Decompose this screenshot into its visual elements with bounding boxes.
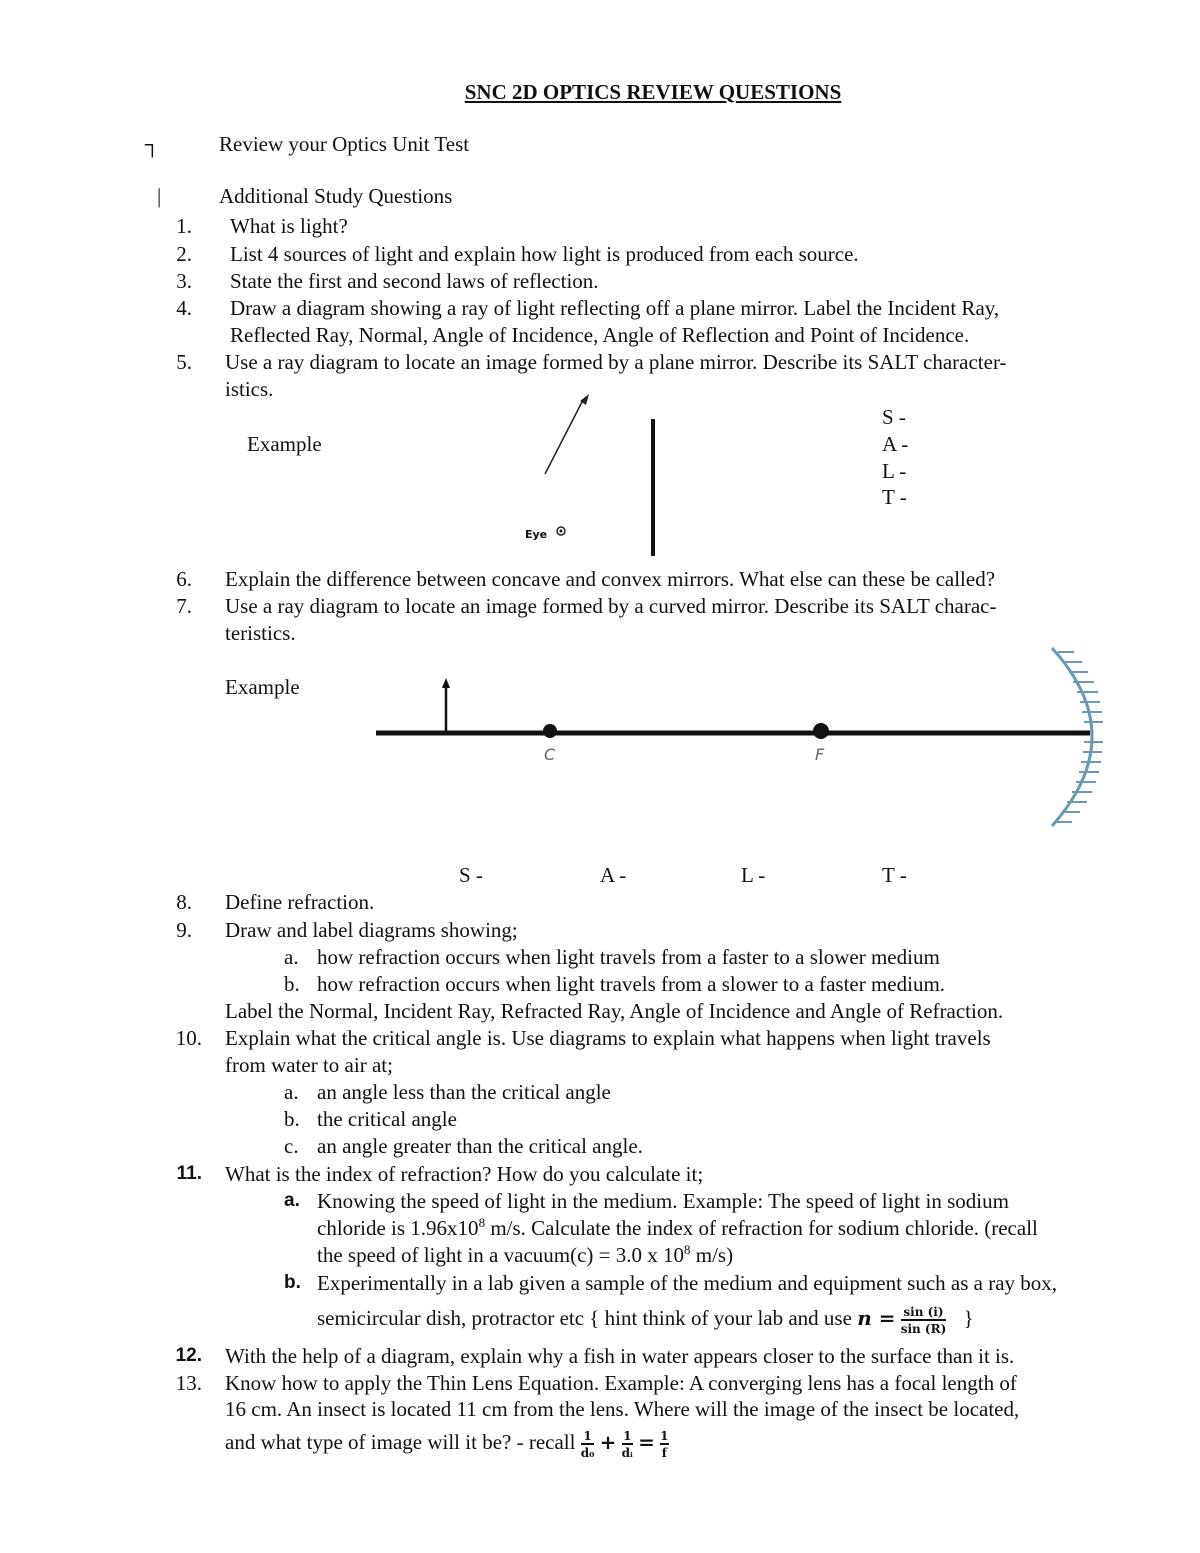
- question-text: from water to air at;: [225, 1053, 393, 1077]
- sub-letter: a.: [284, 945, 299, 969]
- salt-l: L -: [882, 459, 907, 483]
- question-text: Explain the difference between concave and convex mirrors. What else can these be called?: [225, 567, 996, 591]
- salt-s: S -: [882, 405, 906, 429]
- focal-point: [813, 723, 829, 739]
- concave-mirror: [1052, 648, 1092, 826]
- lens-fraction: $\frac{1}{\text{dᵢ}}$: [621, 1428, 633, 1460]
- sub-letter: b.: [284, 1107, 300, 1131]
- question-text: Draw and label diagrams showing;: [225, 918, 518, 942]
- question-text: Use a ray diagram to locate an image formed by a curved mirror. Describe its SALT charac-: [225, 594, 997, 618]
- question-number: 4.: [176, 296, 192, 320]
- question-text: Explain what the critical angle is. Use diagrams to explain what happens when light travels: [225, 1026, 991, 1050]
- question-number: 12.: [175, 1345, 202, 1366]
- question-text: Use a ray diagram to locate an image formed by a plane mirror. Describe its SALT character-: [225, 350, 1007, 374]
- question-number: 1.: [176, 214, 192, 238]
- section-additional: Additional Study Questions: [219, 184, 453, 208]
- eye-label: Eye: [525, 528, 548, 541]
- question-number: 3.: [176, 269, 192, 293]
- sub-letter: c.: [284, 1134, 299, 1158]
- object-arrow: [545, 400, 583, 474]
- plane-mirror-diagram: [545, 394, 653, 556]
- salt-t: T -: [882, 485, 907, 509]
- question-number: 2.: [176, 242, 192, 266]
- question-number: 13.: [175, 1371, 202, 1395]
- object-arrow-head: [442, 678, 450, 688]
- question-number: 11.: [176, 1163, 202, 1184]
- example-label: Example: [247, 432, 322, 456]
- sub-text: an angle less than the critical angle: [317, 1080, 611, 1104]
- question-text: and what type of image will it be? - recall $\frac{1}{\text{d₀}}$ + $\frac{1}{\text{dᵢ}}$ = $\frac{1}{f}$: [225, 1428, 669, 1460]
- example-label: Example: [225, 675, 300, 699]
- question-text: Know how to apply the Thin Lens Equation. Example: A converging lens has a focal length of: [225, 1371, 1017, 1395]
- question-text: What is the index of refraction? How do you calculate it;: [225, 1162, 704, 1186]
- sub-text: how refraction occurs when light travels from a slower to a faster medium.: [317, 972, 946, 996]
- question-number: 8.: [176, 890, 192, 914]
- sub-letter: a.: [284, 1190, 300, 1211]
- snell-fraction: $\frac{\sin (i)}{\sin (R)}$: [900, 1304, 947, 1336]
- curved-mirror-diagram: [376, 648, 1103, 826]
- sub-letter: a.: [284, 1080, 299, 1104]
- question-number: 5.: [176, 350, 192, 374]
- page-title: SNC 2D OPTICS REVIEW QUESTIONS: [464, 80, 842, 104]
- question-text: teristics.: [225, 621, 296, 645]
- section-bullet-icon: ┐: [145, 132, 160, 156]
- sub-letter: b.: [284, 1272, 301, 1293]
- sub-text: Experimentally in a lab given a sample of the medium and equipment such as a ray box,: [317, 1271, 1058, 1295]
- sub-text: the speed of light in a vacuum(c) = 3.0 x $10^8$ m/s): [317, 1242, 734, 1267]
- question-number: 9.: [176, 918, 192, 942]
- salt-s: S -: [459, 863, 483, 887]
- question-text: List 4 sources of light and explain how light is produced from each source.: [230, 242, 859, 266]
- salt-a: A -: [600, 863, 627, 887]
- question-text: With the help of a diagram, explain why a fish in water appears closer to the surface than it is.: [225, 1344, 1015, 1368]
- sub-text: an angle greater than the critical angle.: [317, 1134, 643, 1158]
- question-text: Reflected Ray, Normal, Angle of Incidence, Angle of Reflection and Point of Incidence.: [230, 323, 970, 347]
- sub-text: how refraction occurs when light travels from a faster to a slower medium: [317, 945, 940, 969]
- center-point: [543, 724, 557, 738]
- section-bullet-icon: |: [157, 184, 162, 208]
- sub-text: semicircular dish, protractor etc { hint think of your lab and use n = $\frac{\sin (i)}{\sin (R)}$ }: [317, 1304, 974, 1336]
- question-number: 10.: [175, 1026, 202, 1050]
- question-text: What is light?: [230, 214, 348, 238]
- question-number: 7.: [176, 594, 192, 618]
- sub-text: chloride is $1.96x10^8$ m/s. Calculate the index of refraction for sodium chloride. (recall: [317, 1215, 1038, 1240]
- question-text: Draw a diagram showing a ray of light reflecting off a plane mirror. Label the Incident Ray,: [230, 296, 1000, 320]
- sub-text: the critical angle: [317, 1107, 457, 1131]
- question-text: Label the Normal, Incident Ray, Refracted Ray, Angle of Incidence and Angle of Refraction.: [225, 999, 1004, 1023]
- lens-fraction: $\frac{1}{f}$: [660, 1428, 669, 1460]
- question-text: State the first and second laws of reflection.: [230, 269, 599, 293]
- formula-lhs: n =: [857, 1306, 896, 1330]
- section-review: Review your Optics Unit Test: [219, 132, 470, 156]
- mirror-hatching: [1056, 652, 1103, 822]
- salt-t: T -: [882, 863, 907, 887]
- sub-text: Knowing the speed of light in the medium. Example: The speed of light in sodium: [317, 1189, 1009, 1213]
- salt-a: A -: [882, 432, 909, 456]
- center-label: C: [544, 745, 556, 764]
- question-number: 6.: [176, 567, 192, 591]
- sub-letter: b.: [284, 972, 300, 996]
- question-text: 16 cm. An insect is located 11 cm from the lens. Where will the image of the insect be located,: [225, 1397, 1020, 1421]
- lens-fraction: $\frac{1}{\text{d₀}}$: [580, 1428, 595, 1460]
- salt-l: L -: [741, 863, 766, 887]
- question-text: istics.: [225, 377, 274, 401]
- question-text: Define refraction.: [225, 890, 375, 914]
- focal-label: F: [815, 745, 825, 764]
